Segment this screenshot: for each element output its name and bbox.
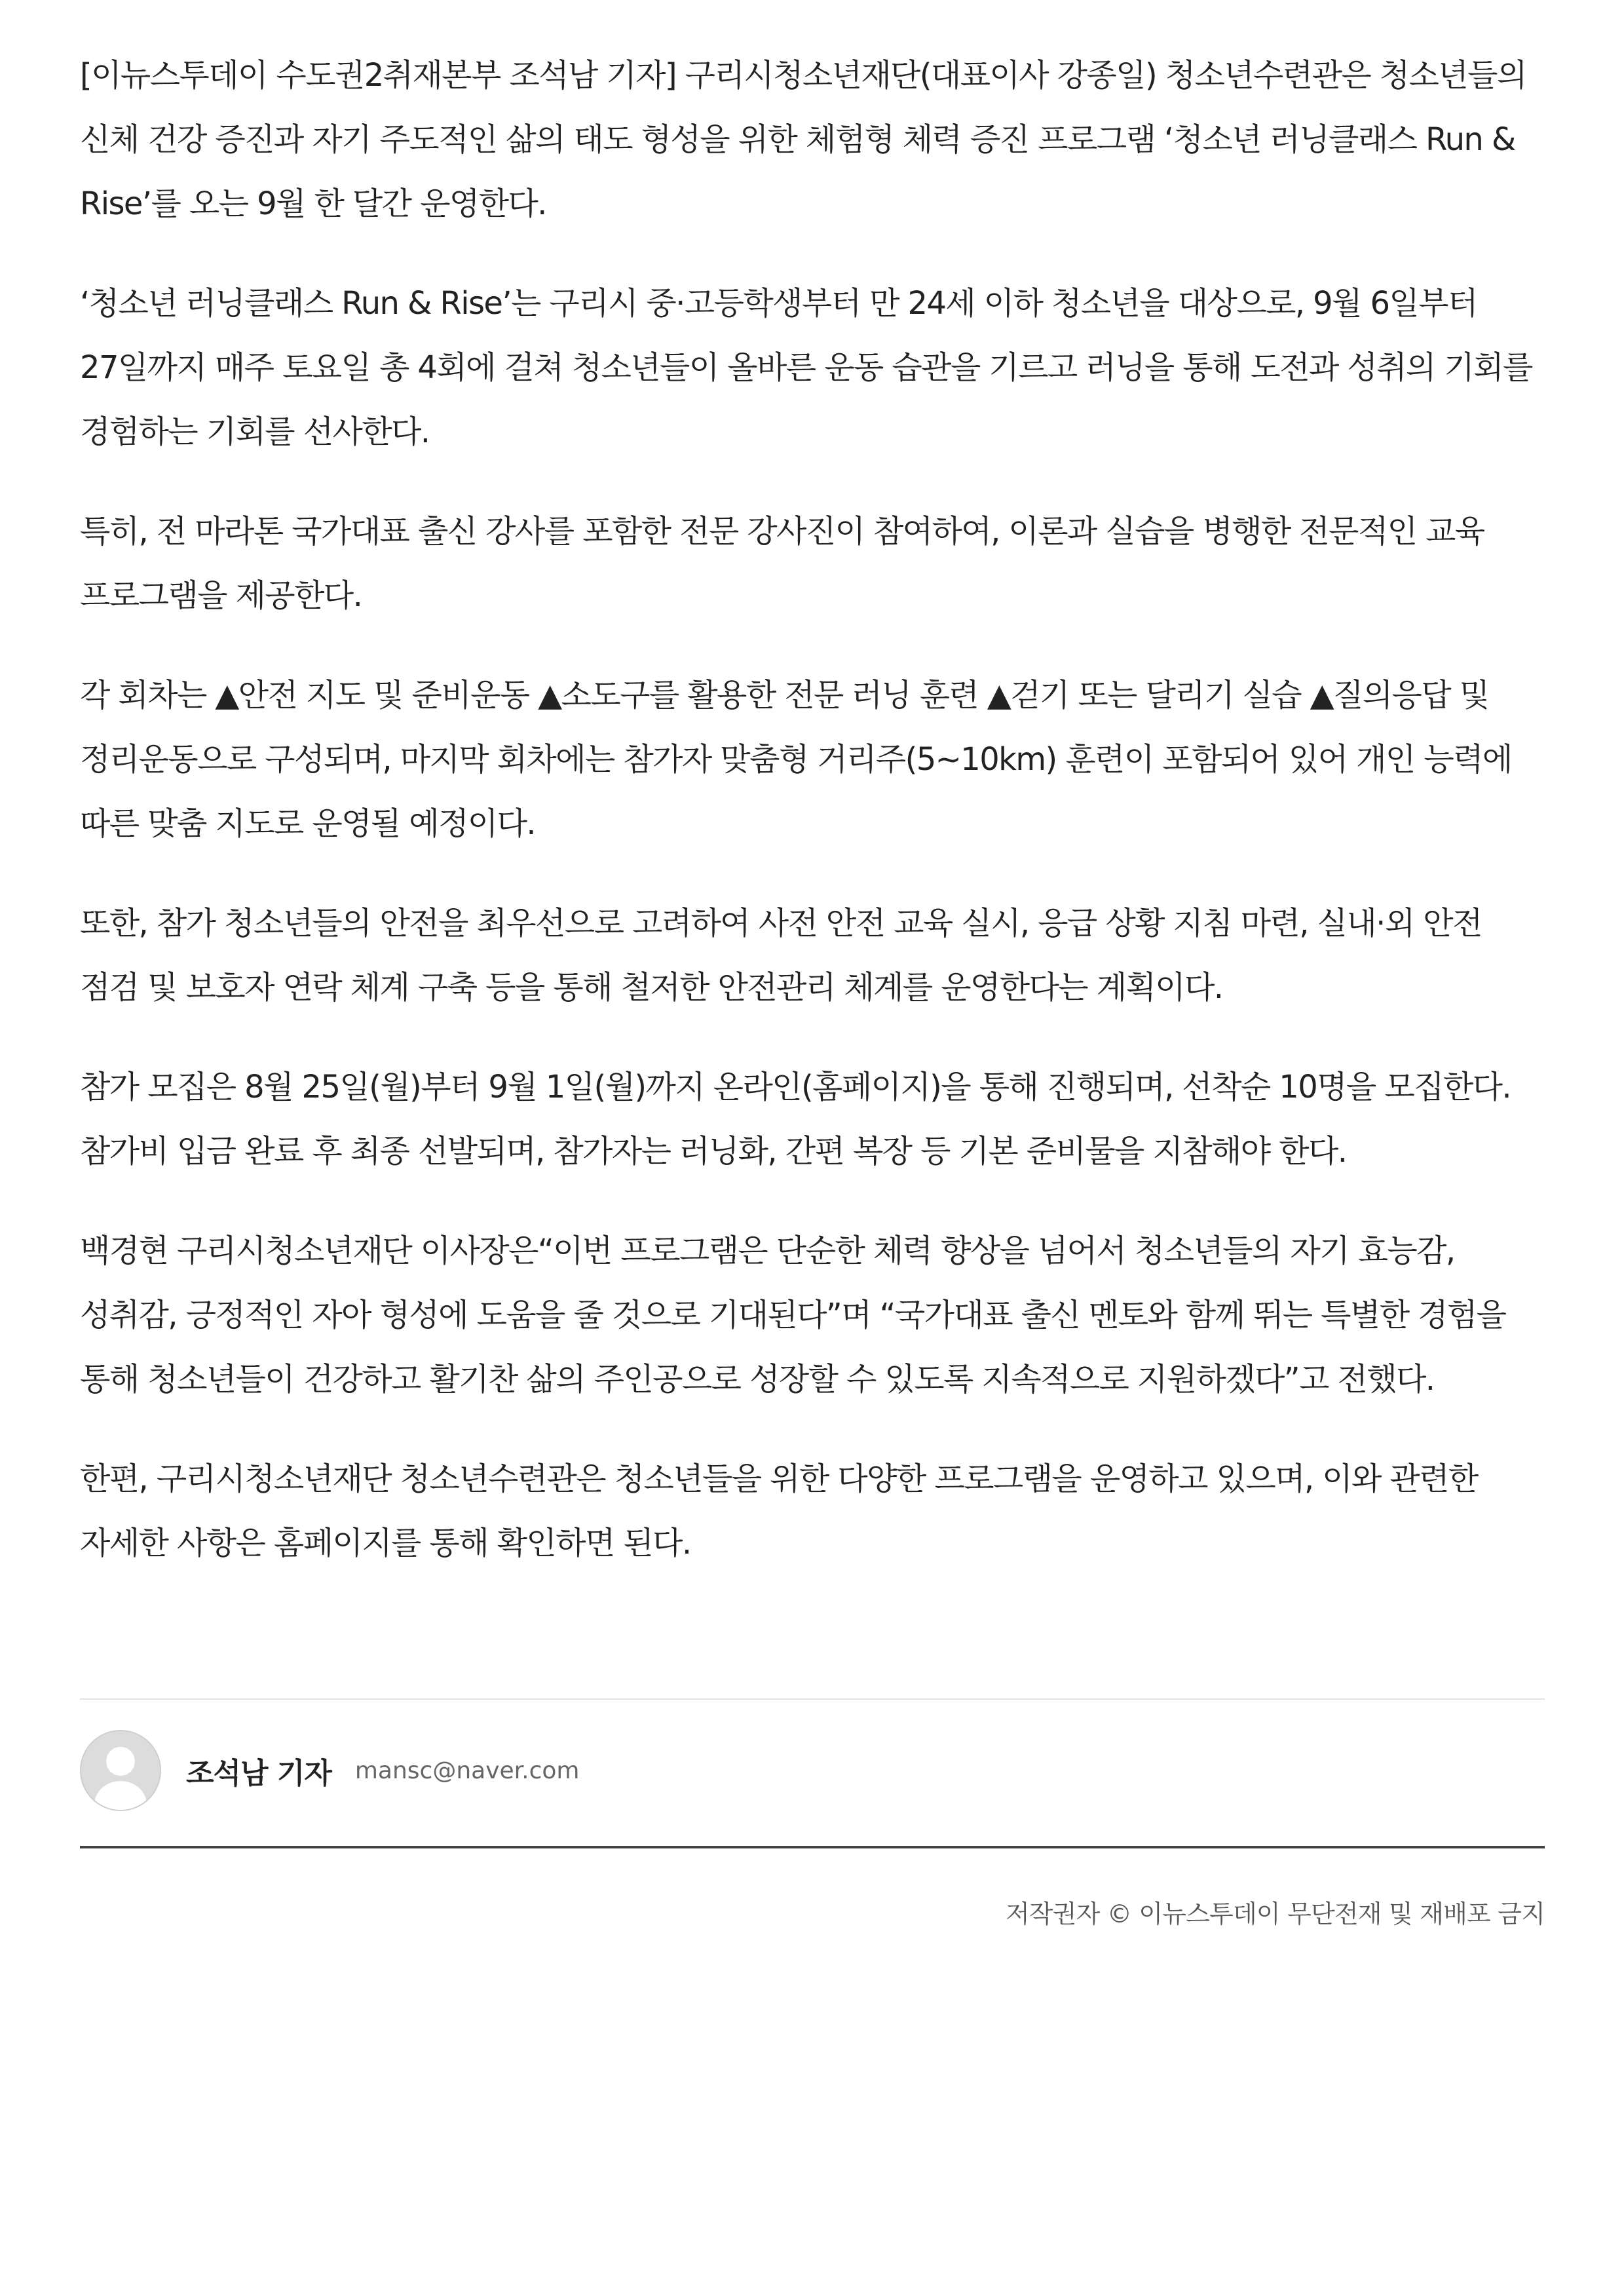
reporter-email[interactable]: mansc@naver.com bbox=[354, 1757, 580, 1784]
article-paragraph: 각 회차는 ▲안전 지도 및 준비운동 ▲소도구를 활용한 전문 러닝 훈련 ▲걷기 또는 달리기 실습 ▲질의응답 및 정리운동으로 구성되며, 마지막 회차에는 참가자 맞춤형 거리주(5~10km) 훈련이 포함되어 있어 개인 능력에 따른 맞춤 지도로 운영될 예정이다. bbox=[80, 677, 1512, 842]
article-paragraph: 특히, 전 마라톤 국가대표 출신 강사를 포함한 전문 강사진이 참여하여, 이론과 실습을 병행한 전문적인 교육 프로그램을 제공한다. bbox=[80, 513, 1484, 614]
byline-top-divider bbox=[80, 1698, 1545, 1700]
article-paragraph: [이뉴스투데이 수도권2취재본부 조석남 기자] 구리시청소년재단(대표이사 강종일) 청소년수련관은 청소년들의 신체 건강 증진과 자기 주도적인 삶의 태도 형성을 위한 체험형 체력 증진 프로그램 ‘청소년 러닝클래스 Run & Rise’를 오는 9월 한 달간 운영한다. bbox=[80, 57, 1526, 222]
article-body bbox=[80, 43, 1545, 1611]
default-user-avatar-icon[interactable] bbox=[80, 1730, 161, 1811]
article-paragraph: 백경현 구리시청소년재단 이사장은“이번 프로그램은 단순한 체력 향상을 넘어서 청소년들의 자기 효능감, 성취감, 긍정적인 자아 형성에 도움을 줄 것으로 기대된다”며 “국가대표 출신 멘토와 함께 뛰는 특별한 경험을 통해 청소년들이 건강하고 활기찬 삶의 주인공으로 성장할 수 있도록 지속적으로 지원하겠다”고 전했다. bbox=[80, 1233, 1506, 1398]
article-paragraph: 참가 모집은 8월 25일(월)부터 9월 1일(월)까지 온라인(홈페이지)을 통해 진행되며, 선착순 10명을 모집한다. 참가비 입금 완료 후 최종 선발되며, 참가자는 러닝화, 간편 복장 등 기본 준비물을 지참해야 한다. bbox=[80, 1069, 1511, 1170]
footer-divider bbox=[80, 1846, 1545, 1848]
article-paragraph: 한편, 구리시청소년재단 청소년수련관은 청소년들을 위한 다양한 프로그램을 운영하고 있으며, 이와 관련한 자세한 사항은 홈페이지를 통해 확인하면 된다. bbox=[80, 1461, 1478, 1561]
copyright-notice: 저작권자 © 이뉴스투데이 무단전재 및 재배포 금지 bbox=[1005, 1900, 1545, 1928]
reporter-name[interactable]: 조석남 기자 bbox=[186, 1757, 331, 1790]
article-paragraph: 또한, 참가 청소년들의 안전을 최우선으로 고려하여 사전 안전 교육 실시, 응급 상황 지침 마련, 실내·외 안전 점검 및 보호자 연락 체계 구축 등을 통해 철저한 안전관리 체계를 운영한다는 계획이다. bbox=[80, 905, 1482, 1006]
reporter-byline bbox=[80, 1730, 580, 1811]
article-paragraph: ‘청소년 러닝클래스 Run & Rise’는 구리시 중·고등학생부터 만 24세 이하 청소년을 대상으로, 9월 6일부터 27일까지 매주 토요일 총 4회에 걸쳐 청소년들이 올바른 운동 습관을 기르고 러닝을 통해 도전과 성취의 기회를 경험하는 기회를 선사한다. bbox=[80, 285, 1532, 450]
